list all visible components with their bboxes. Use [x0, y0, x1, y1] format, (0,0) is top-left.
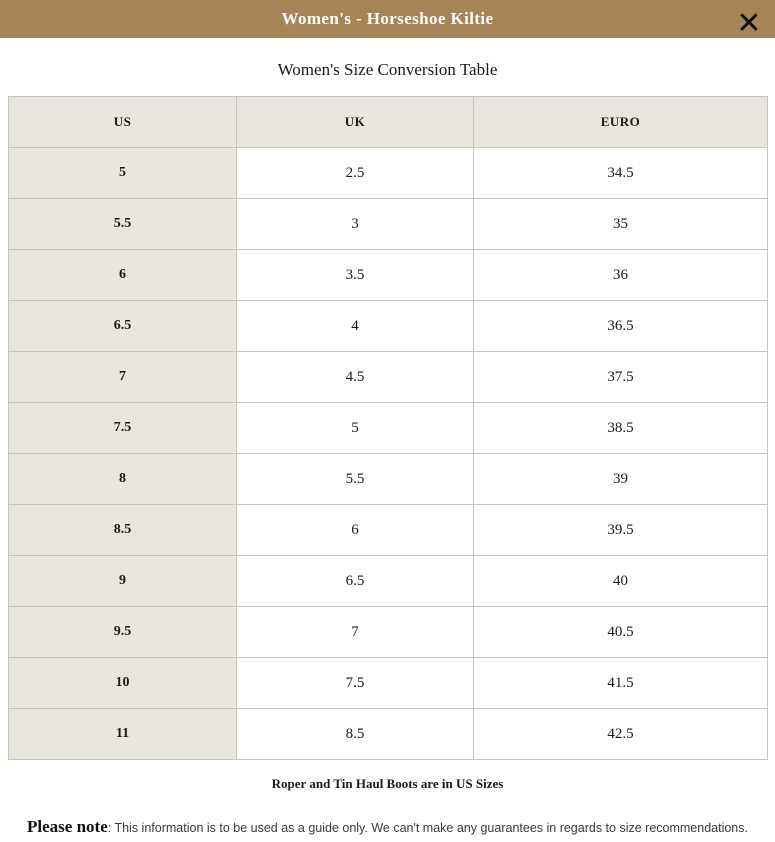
cell-euro: 40.5 [474, 607, 768, 658]
cell-us: 9 [9, 556, 237, 607]
cell-us: 9.5 [9, 607, 237, 658]
cell-uk: 2.5 [237, 148, 474, 199]
table-row [9, 301, 768, 352]
cell-uk: 5 [237, 403, 474, 454]
column-header-us: US [9, 97, 237, 148]
table-row [9, 454, 768, 505]
cell-uk: 3.5 [237, 250, 474, 301]
table-row [9, 505, 768, 556]
cell-us: 6 [9, 250, 237, 301]
cell-uk: 4.5 [237, 352, 474, 403]
table-header [9, 97, 768, 148]
cell-euro: 35 [474, 199, 768, 250]
modal-title: Women's - Horseshoe Kiltie [281, 9, 494, 28]
cell-us: 7 [9, 352, 237, 403]
table-header-row [9, 97, 768, 148]
cell-uk: 6 [237, 505, 474, 556]
cell-euro: 40 [474, 556, 768, 607]
table-row [9, 403, 768, 454]
cell-us: 8.5 [9, 505, 237, 556]
cell-euro: 36 [474, 250, 768, 301]
cell-euro: 39 [474, 454, 768, 505]
table-caption: Women's Size Conversion Table [277, 60, 498, 79]
cell-uk: 5.5 [237, 454, 474, 505]
modal-header [0, 0, 775, 38]
cell-uk: 8.5 [237, 709, 474, 760]
us-sizes-note: Roper and Tin Haul Boots are in US Sizes [271, 776, 504, 791]
close-icon[interactable]: ✕ [731, 6, 767, 42]
table-row [9, 709, 768, 760]
cell-uk: 7.5 [237, 658, 474, 709]
cell-us: 5.5 [9, 199, 237, 250]
table-row [9, 658, 768, 709]
cell-uk: 4 [237, 301, 474, 352]
cell-us: 10 [9, 658, 237, 709]
table-row [9, 556, 768, 607]
column-header-uk: UK [237, 97, 474, 148]
column-header-euro: EURO [474, 97, 768, 148]
cell-us: 7.5 [9, 403, 237, 454]
cell-us: 5 [9, 148, 237, 199]
table-body [9, 148, 768, 760]
table-row [9, 199, 768, 250]
cell-uk: 6.5 [237, 556, 474, 607]
cell-us: 6.5 [9, 301, 237, 352]
please-note-text: : This information is to be used as a guide only. We can't make any guarantees in regards to size recommendations. [107, 821, 748, 835]
please-note [8, 792, 767, 842]
cell-euro: 36.5 [474, 301, 768, 352]
cell-euro: 39.5 [474, 505, 768, 556]
cell-euro: 41.5 [474, 658, 768, 709]
cell-euro: 42.5 [474, 709, 768, 760]
cell-euro: 38.5 [474, 403, 768, 454]
table-row [9, 607, 768, 658]
cell-us: 8 [9, 454, 237, 505]
table-row [9, 250, 768, 301]
cell-uk: 3 [237, 199, 474, 250]
cell-us: 11 [9, 709, 237, 760]
cell-euro: 34.5 [474, 148, 768, 199]
modal-body [0, 38, 775, 842]
please-note-lead: Please note [27, 817, 108, 836]
table-row [9, 148, 768, 199]
cell-euro: 37.5 [474, 352, 768, 403]
size-conversion-table [8, 96, 768, 760]
cell-uk: 7 [237, 607, 474, 658]
table-row [9, 352, 768, 403]
